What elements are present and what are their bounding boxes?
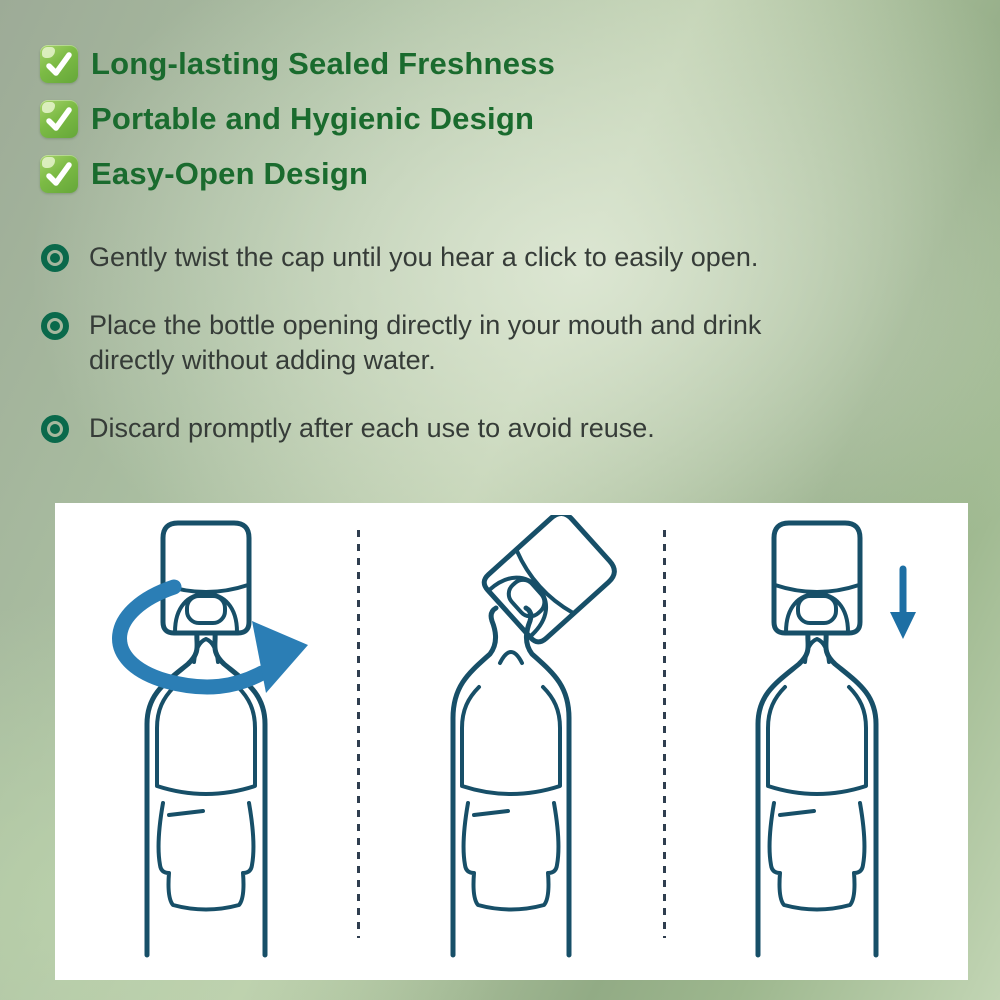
instruction-line: directly without adding water. xyxy=(89,345,436,375)
feature-label: Portable and Hygienic Design xyxy=(91,101,535,136)
instruction-text xyxy=(89,308,761,378)
feature-list xyxy=(40,45,555,193)
feature-label: Easy-Open Design xyxy=(91,156,369,191)
bottle-twist-cap-arrow-illustration xyxy=(56,515,356,977)
checkmark-icon xyxy=(40,100,78,138)
instruction-item xyxy=(41,411,761,446)
illustration-panel xyxy=(55,503,968,980)
instruction-item xyxy=(41,308,761,378)
feature-item xyxy=(40,155,555,193)
feature-item xyxy=(40,100,555,138)
target-bullet-icon xyxy=(41,415,69,443)
bottle-cap-removed-illustration xyxy=(361,515,661,977)
instruction-item xyxy=(41,240,761,275)
feature-label: Long-lasting Sealed Freshness xyxy=(91,46,556,81)
instruction-line: Place the bottle opening directly in your mouth and drink xyxy=(89,310,762,340)
checkmark-icon xyxy=(40,45,78,83)
target-bullet-icon xyxy=(41,244,69,272)
instruction-line: Discard promptly after each use to avoid reuse. xyxy=(89,413,655,443)
bottle-cap-down-arrow-illustration xyxy=(667,515,967,977)
instruction-list xyxy=(41,240,761,446)
feature-item xyxy=(40,45,555,83)
step-twist-cap xyxy=(55,503,357,980)
instruction-text xyxy=(89,411,655,446)
checkmark-icon xyxy=(40,155,78,193)
instruction-text xyxy=(89,240,758,275)
step-cap-down xyxy=(666,503,968,980)
instruction-line: Gently twist the cap until you hear a click to easily open. xyxy=(89,242,759,272)
step-cap-removed xyxy=(360,503,662,980)
target-bullet-icon xyxy=(41,312,69,340)
